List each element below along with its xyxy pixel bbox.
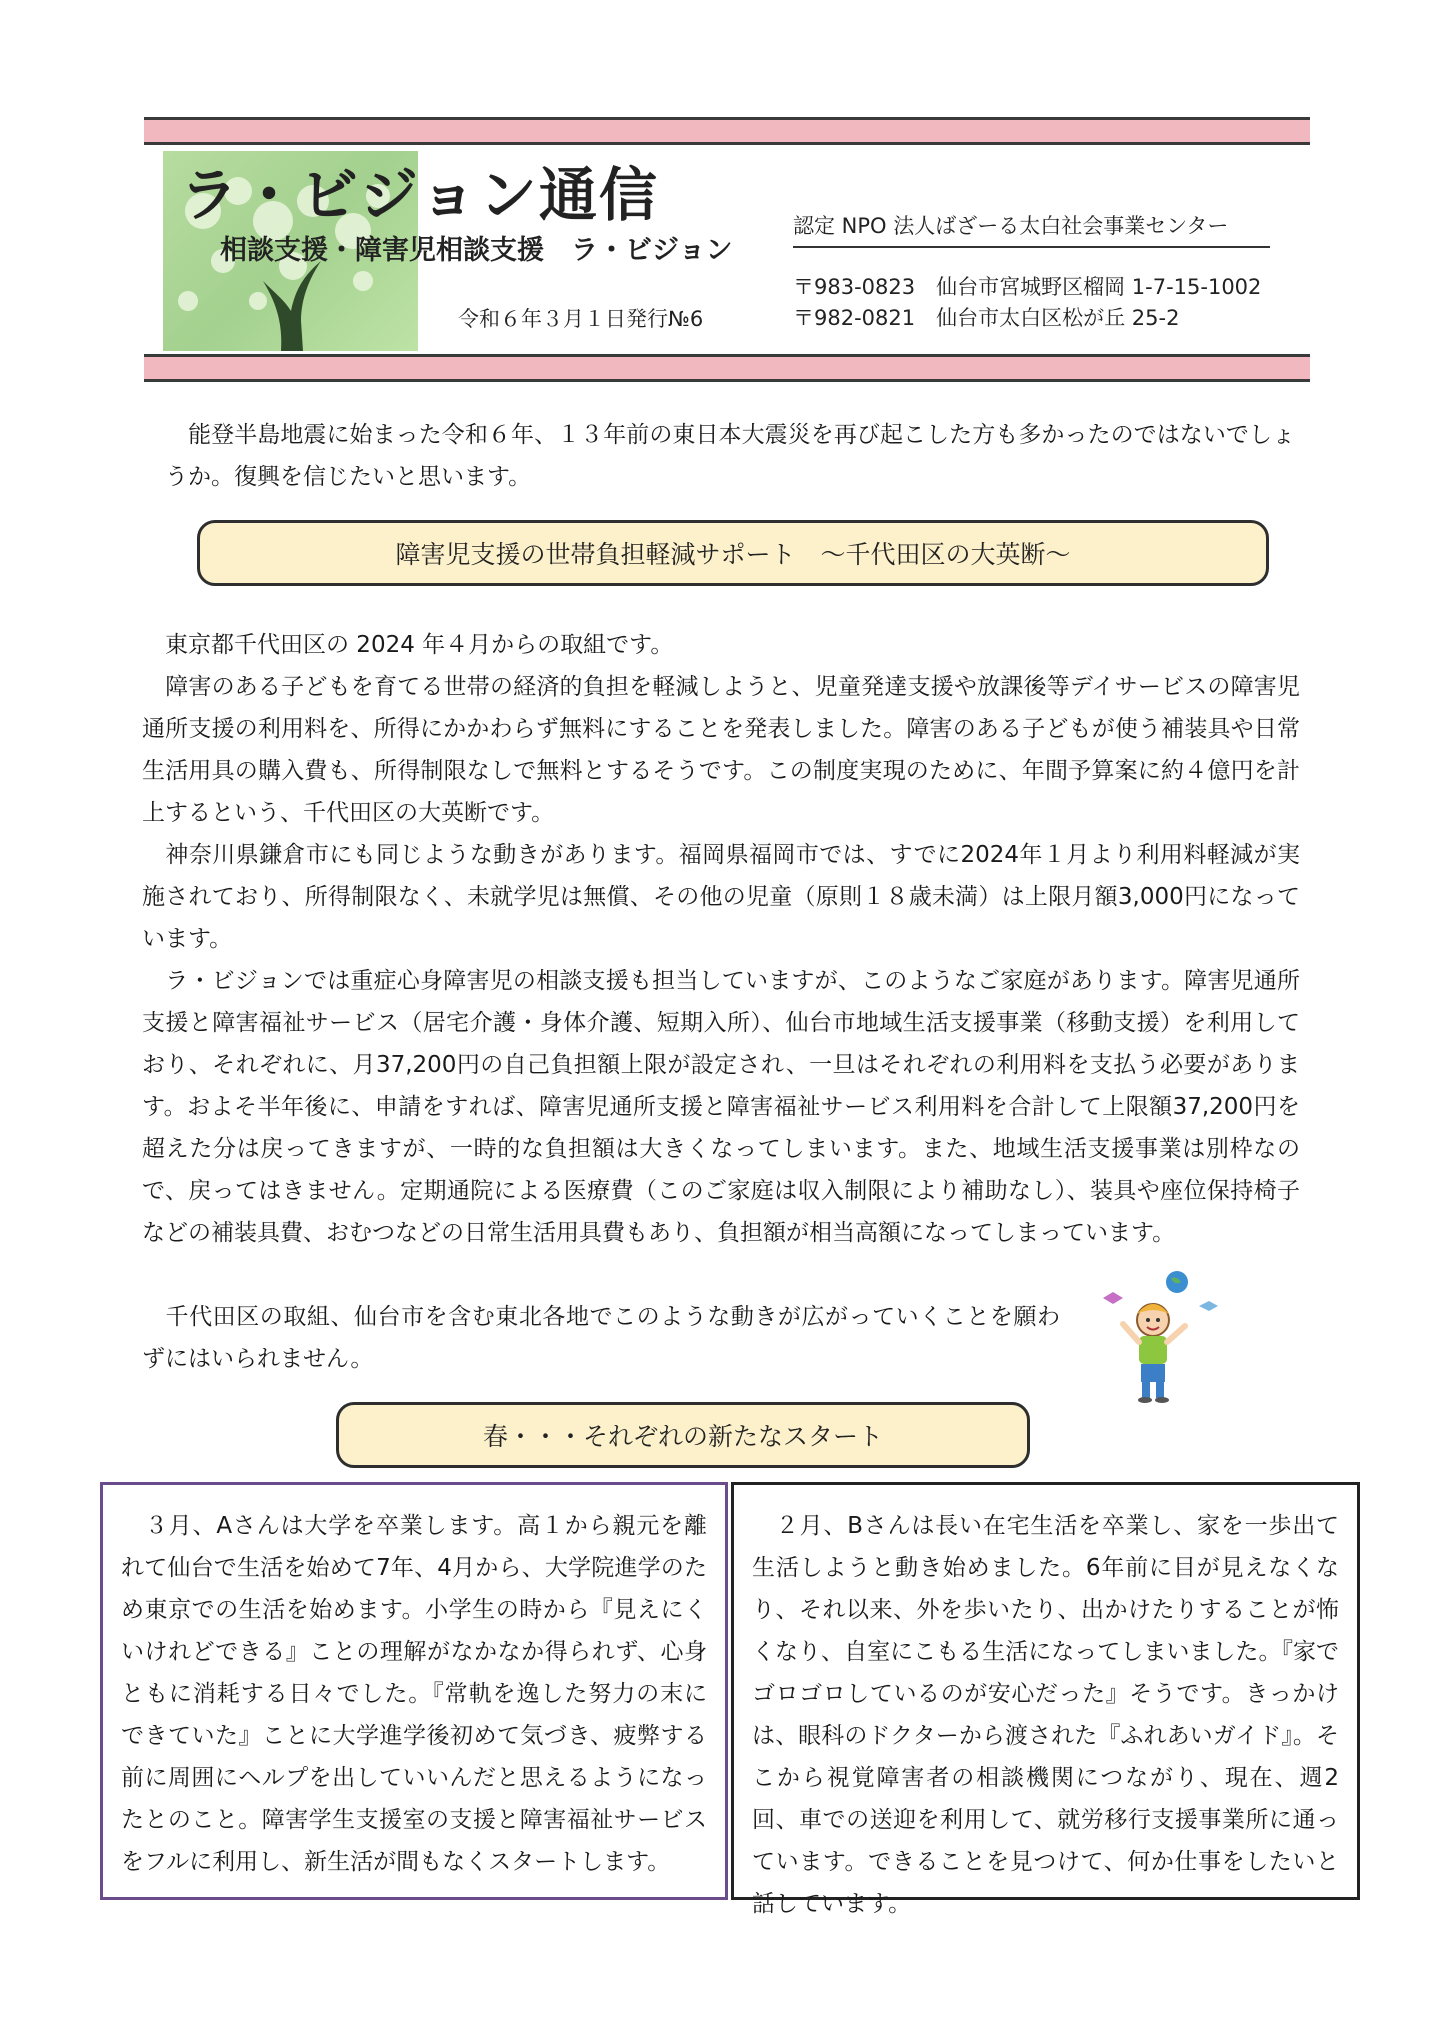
section2-heading: [336, 1402, 1030, 1468]
story-box-a: [100, 1482, 728, 1900]
newsletter-subtitle: 相談支援・障害児相談支援 ラ・ビジョン: [220, 235, 733, 266]
organization-name: 認定 NPO 法人ばざーる太白社会事業センター: [793, 214, 1229, 238]
section2-heading-text: 春・・・それぞれの新たなスタート: [482, 1422, 883, 1451]
section1-paragraph-3: 神奈川県鎌倉市にも同じような動きがあります。福岡県福岡市では、すでに2024年１月より利用料軽減が実施されており、所得制限なく、未就学児は無償、その他の児童（原則１８歳未満）は上限月額3,000円になっています。: [142, 842, 1300, 952]
header-bottom-band: [144, 354, 1310, 382]
story-b-text: ２月、Bさんは長い在宅生活を卒業し、家を一歩出て生活しようと動き始めました。6年前に目が見えなくなり、それ以来、外を歩いたり、出かけたりすることが怖くなり、自室にこもる生活になってしまいました。『家でゴロゴロしているのが安心だった』そうです。きっかけは、眼科のドクターから渡された『ふれあいガイド』。そこから視覚障害者の相談機関につながり、現在、週2回、車での送迎を利用して、就労移行支援事業所に通っています。できることを見つけて、何か仕事をしたいと話しています。: [752, 1513, 1339, 1917]
story-a-text: ３月、Aさんは大学を卒業します。高１から親元を離れて仙台で生活を始めて7年、4月から、大学院進学のため東京での生活を始めます。小学生の時から『見えにくいけれどできる』ことの理解がなかなか得られず、心身ともに消耗する日々でした。『常軌を逸した努力の末にできていた』ことに大学進学後初めて気づき、疲弊する前に周囲にヘルプを出していいんだと思えるようになったとのこと。障害学生支援室の支援と障害福祉サービスをフルに利用し、新生活が間もなくスタートします。: [121, 1513, 707, 1875]
newsletter-title: ラ・ビジョン通信: [180, 161, 659, 229]
section1-heading-text: 障害児支援の世帯負担軽減サポート ～千代田区の大英断～: [395, 540, 1071, 569]
address-line-1: 〒983-0823 仙台市宮城野区榴岡 1-7-15-1002: [793, 275, 1262, 299]
child-illustration: [1095, 1270, 1235, 1410]
intro-paragraph: 能登半島地震に始まった令和６年、１３年前の東日本大震災を再び起こした方も多かったのではないでしょうか。復興を信じたいと思います。: [165, 422, 1295, 490]
issue-date: 令和６年３月１日発行№6: [458, 307, 704, 331]
section1-heading: [197, 520, 1269, 586]
section1-paragraph-4: ラ・ビジョンでは重症心身障害児の相談支援も担当していますが、このようなご家庭があります。障害児通所支援と障害福祉サービス（居宅介護・身体介護、短期入所）、仙台市地域生活支援事業（移動支援）を利用しており、それぞれに、月37,200円の自己負担額上限が設定され、一旦はそれぞれの利用料を支払う必要があります。およそ半年後に、申請をすれば、障害児通所支援と障害福祉サービス利用料を合計して上限額37,200円を超えた分は戻ってきますが、一時的な負担額は大きくなってしまいます。また、地域生活支援事業は別枠なので、戻ってはきません。定期通院による医療費（このご家庭は収入制限により補助なし）、装具や座位保持椅子などの補装具費、おむつなどの日常生活用具費もあり、負担額が相当高額になってしまっています。: [142, 968, 1300, 1246]
section1-paragraph-2: 障害のある子どもを育てる世帯の経済的負担を軽減しようと、児童発達支援や放課後等デイサービスの障害児通所支援の利用料を、所得にかかわらず無料にすることを発表しました。障害のある子どもが使う補装具や日常生活用具の購入費も、所得制限なしで無料とするそうです。この制度実現のために、年間予算案に約４億円を計上するという、千代田区の大英断です。: [142, 674, 1301, 826]
section1-paragraph-5: 千代田区の取組、仙台市を含む東北各地でこのような動きが広がっていくことを願わずにはいられません。: [142, 1304, 1060, 1372]
header-top-band: [144, 117, 1310, 145]
organization-divider: [793, 246, 1270, 248]
story-box-b: [731, 1482, 1360, 1917]
address-line-2: 〒982-0821 仙台市太白区松が丘 25-2: [793, 306, 1180, 330]
section1-paragraph-1: 東京都千代田区の 2024 年４月からの取組です。: [142, 632, 674, 658]
child-icon: [1095, 1270, 1235, 1410]
